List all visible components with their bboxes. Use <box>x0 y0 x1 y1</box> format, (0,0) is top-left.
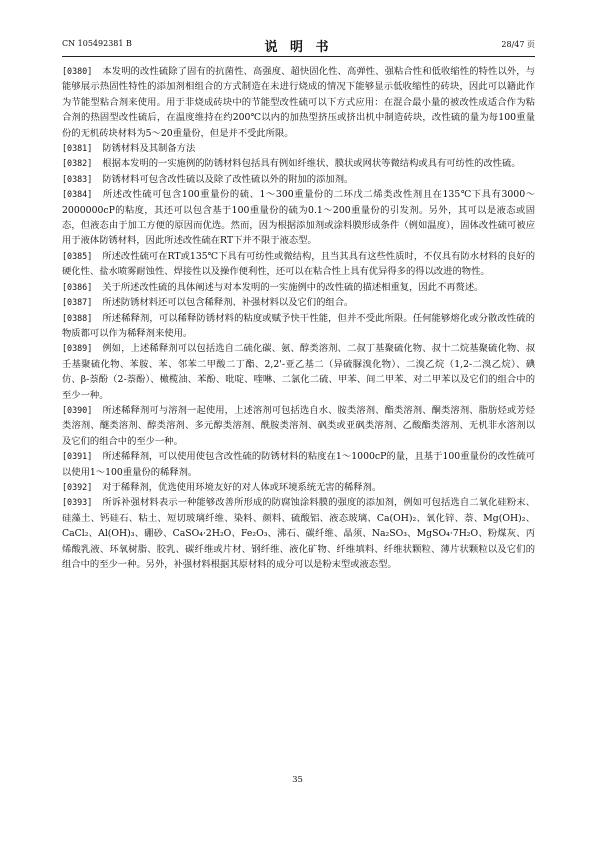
paragraph-number: [0392] <box>62 481 93 492</box>
paragraph-number: [0390] <box>62 404 93 415</box>
page-header <box>62 36 535 54</box>
paragraph-number: [0380] <box>62 66 93 76</box>
paragraph <box>62 403 535 449</box>
paragraph-number: [0382] <box>62 158 93 169</box>
paragraph-text: 根据本发明的一实施例的防锈材料包括具有例如纤维状、膜状或网状等微结构或具有可纺性的改性硫。 <box>102 158 521 170</box>
paragraph-text: 所诉补强材料表示一种能够改善所形成的防腐蚀涂料膜的强度的添加剂，例如可包括选自二氧化硅粉末、硅藻土、钙硅石、粘土、短切玻璃纤维、染料、颜料、硫酸铝、液态玻璃、Ca(OH)₂、氧化锌、萘、Mg(OH)₂、CaCl₂、Al(OH)₃、硼砂、CaSO₄·2H₂O、Fe₂O₃、沸石、碳纤维、晶须、Na₂SO₃、MgSO₄·7H₂O、粉煤灰、丙烯酸乳液、环氧树脂、胶乳、碳纤维或片材、钢纤维、液化矿物、纤维填料、纤维状颗粒、薄片状颗粒以及它们的组合中的至少一种。另外，补强材料根据其原材料的成分可以是粉末型或液态型。 <box>62 497 535 570</box>
document-title: 说 明 书 <box>264 40 333 55</box>
paragraph-text: 防锈材料可包含改性硫以及除了改性硫以外的附加的添加剂。 <box>102 173 354 185</box>
paragraph-text: 例如，上述稀释剂可以包括选自二硫化碳、氨、醇类溶剂、二叔丁基聚硫化物、叔十二烷基聚硫化物、叔壬基聚硫化物、苯胺、苯、邻苯二甲酸二丁酯、2,2'-亚乙基二（异硫脲溴化物）、二溴乙烷（1,2-二溴乙烷）、碘仿、β-萘酚（2-萘酚）、橄榄油、苯酚、吡啶、喹啉、二氯化二硫、甲苯、间二甲苯、对二甲苯以及它们的组合中的至少一种。 <box>62 343 535 401</box>
paragraph-text: 所述稀释剂，可以使用使包含改性硫的防锈材料的粘度在1～1000cP的量，且基于100重量份的改性硫可以使用1～100重量份的稀释剂。 <box>62 451 535 478</box>
paragraph-text: 所述改性硫可在RT或135℃下具有可纺性或微结构，且当其具有这些性质时，不仅具有防水材料的良好的硬化性、盐水喷雾耐蚀性、焊接性以及操作便利性，还可以在粘合性上具有优异得多的得以改进的物性。 <box>62 250 535 278</box>
paragraph-number: [0385] <box>62 250 93 261</box>
paragraph <box>62 141 535 156</box>
paragraph <box>62 249 535 280</box>
paragraph-text: 所述稀释剂可与溶剂一起使用，上述溶剂可包括选自水、胺类溶剂、酯类溶剂、酮类溶剂、脂肪烃或芳烃类溶剂、醚类溶剂、醇类溶剂、多元醇类溶剂、酰胺类溶剂、砜类或亚砜类溶剂、乙酸酯类溶剂、无机非水溶剂以及它们的组合中的至少一种。 <box>62 404 535 447</box>
paragraph-text: 防锈材料及其制备方法 <box>102 143 196 155</box>
paragraph-number: [0393] <box>62 497 93 508</box>
paragraph <box>62 172 535 187</box>
paragraph <box>62 156 535 171</box>
paragraph <box>62 187 535 249</box>
page-indicator: 28/47 页 <box>501 40 535 49</box>
paragraph <box>62 449 535 480</box>
page-number: 35 <box>292 775 303 785</box>
paragraph-text: 对于稀释剂，优选使用环境友好的对人体或环境系统无害的稀释剂。 <box>102 481 382 493</box>
paragraph-text: 所述改性硫可包含100重量份的硫、1～300重量份的二环戊二烯类改性剂且在135℃下具有3000～2000000cP的粘度，其还可以包含基于100重量份的硫为0.1～200重量份的引发剂。另外，其可以是液态或固态，但液态由于加工方便的原因而优选。然而，因为根据添加剂或涂料膜形成条件（例如温度），固体改性硫可被应用于液体防锈材料，因此所述改性硫在RT下并不限于液态型。 <box>62 189 535 247</box>
paragraph <box>62 280 535 295</box>
paragraph-text: 所述稀释剂，可以稀释防锈材料的粘度或赋予快干性能，但并不受此所限。任何能够熔化或分散改性硫的物质都可以作为稀释剂来使用。 <box>62 312 535 339</box>
paragraph-text: 关于所述改性硫的具体阐述与对本发明的一实施例中的改性硫的描述相重复，因此不再赘述。 <box>102 281 484 293</box>
document-body <box>62 64 535 572</box>
paragraph-number: [0388] <box>62 312 93 323</box>
paragraph-number: [0391] <box>62 451 93 462</box>
paragraph <box>62 480 535 495</box>
header-divider <box>62 56 535 57</box>
paragraph-number: [0387] <box>62 297 93 308</box>
paragraph-number: [0386] <box>62 281 93 292</box>
paragraph-text: 本发明的改性硫除了固有的抗菌性、高强度、超快固化性、高弹性、强粘合性和低收缩性的特性以外，与能够展示热固性特性的添加剂相组合的方式制造在未进行烧成的情况下能够显示低收缩性的砖块，因此可以籍此作为节能型粘合剂来使用。用于非烧成砖块中的节能型改性硫可以下方式应用：在混合最小量的被改性成适合作为粘合剂的热固型改性硫后，在温度维持在约200℃以内的加热型挤压或挤出机中制造砖块，改性硫的量为每100重量份的无机砖块材料为5～20重量份，但是并不受此所限。 <box>62 66 535 139</box>
paragraph <box>62 295 535 310</box>
publication-number: CN 105492381 B <box>62 39 132 48</box>
paragraph <box>62 341 535 403</box>
paragraph-text: 所述防锈材料还可以包含稀释剂、补强材料以及它们的组合。 <box>102 297 354 309</box>
paragraph-number: [0389] <box>62 343 93 354</box>
paragraph-number: [0381] <box>62 143 93 154</box>
paragraph <box>62 64 535 141</box>
paragraph-number: [0383] <box>62 173 93 184</box>
paragraph <box>62 311 535 342</box>
paragraph <box>62 495 535 572</box>
paragraph-number: [0384] <box>62 189 93 200</box>
